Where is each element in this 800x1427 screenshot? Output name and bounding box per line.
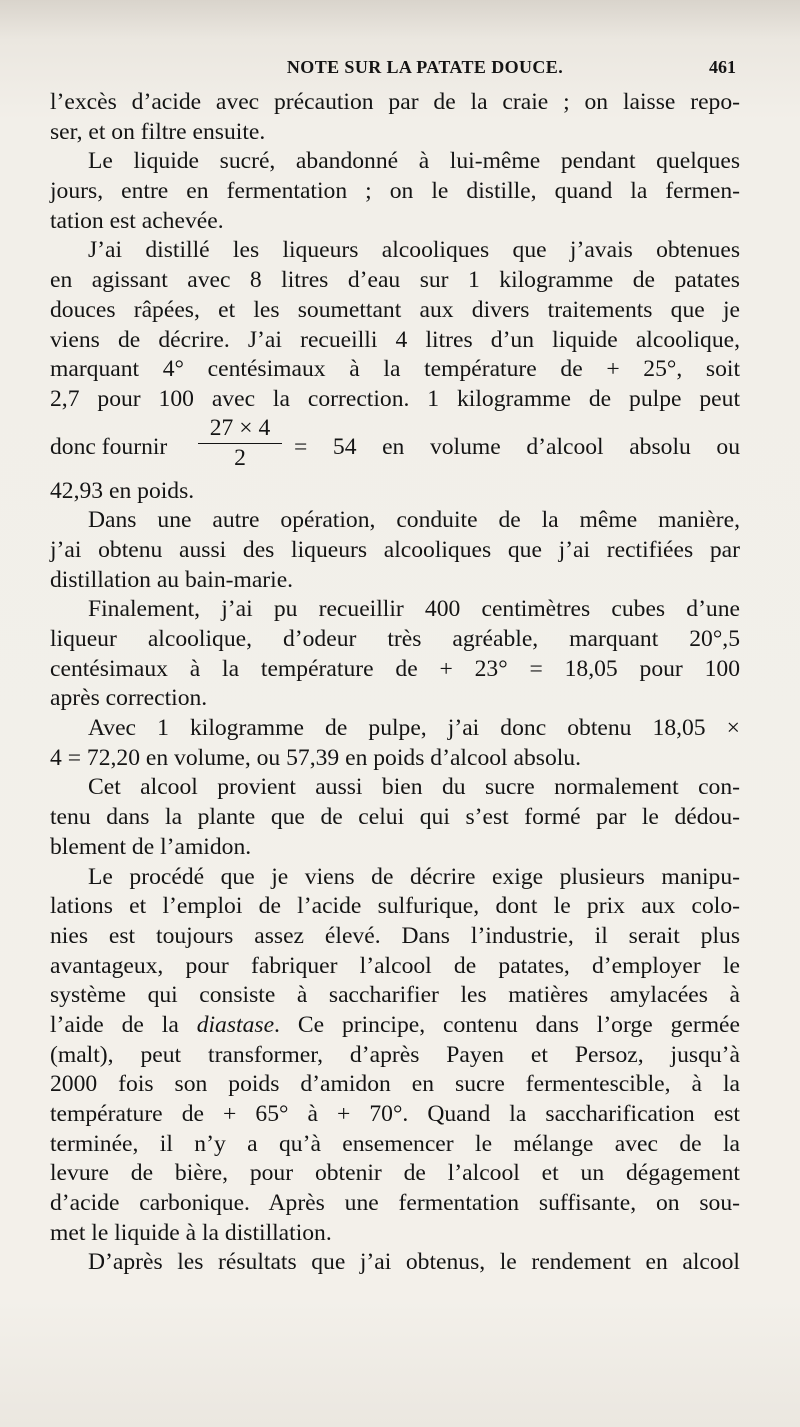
text-line: nies est toujours assez élevé. Dans l’industrie, il serait plus: [50, 922, 740, 949]
text-line: viens de décrire. J’ai recueilli 4 litres d’un liquide alcoolique,: [50, 326, 740, 353]
text-line: ser, et on filtre ensuite.: [50, 118, 266, 145]
text-line: d’acide carbonique. Après une fermentation suffisante, on sou-: [50, 1190, 740, 1217]
text-line: liqueur alcoolique, d’odeur très agréable, marquant 20°,5: [50, 626, 740, 652]
text-line: en agissant avec 8 litres d’eau sur 1 kilogramme de patates: [50, 267, 740, 294]
text-line: Le liquide sucré, abandonné à lui-même pendant quelques: [88, 148, 740, 175]
text-line: température de + 65° à + 70°. Quand la saccharification est: [50, 1101, 740, 1127]
text-fragment: . Ce principe, contenu dans l’orge germée: [274, 1011, 740, 1038]
text-line: blement de l’amidon.: [50, 833, 252, 860]
text-line: distillation au bain-marie.: [50, 566, 294, 593]
text-line: j’ai obtenu aussi des liqueurs alcooliques que j’ai rectifiées par: [50, 536, 740, 563]
text-line: Finalement, j’ai pu recueillir 400 centimètres cubes d’une: [88, 596, 740, 623]
fraction-bar: [198, 443, 282, 445]
formula-line: [50, 415, 740, 477]
text-line: D’après les résultats que j’ai obtenus, le rendement en alcool: [88, 1249, 740, 1276]
fraction-denominator: 2: [234, 445, 246, 472]
fraction-numerator: 27 × 4: [209, 414, 271, 441]
text-line: 2000 fois son poids d’amidon en sucre fermentescible, à la: [50, 1071, 740, 1098]
text-line: tenu dans la plante que de celui qui s’est formé par le dédou-: [50, 804, 740, 831]
text-line: douces râpées, et les soumettant aux divers traitements que je: [50, 296, 740, 323]
text-line: 2,7 pour 100 avec la correction. 1 kilogramme de pulpe peut: [50, 385, 740, 412]
text-line: centésimaux à la température de + 23° = 18,05 pour 100: [50, 655, 740, 682]
formula-suffix: = 54 en volume d’alcool absolu ou: [294, 433, 740, 460]
text-line: 42,93 en poids.: [50, 477, 195, 504]
text-line: levure de bière, pour obtenir de l’alcool et un dégagement: [50, 1160, 740, 1187]
fraction: [198, 415, 282, 472]
text-line: tation est achevée.: [50, 207, 224, 234]
text-line-with-italic: [50, 1011, 740, 1041]
text-line: Cet alcool provient aussi bien du sucre normalement con-: [88, 774, 740, 801]
text-line: marquant 4° centésimaux à la température de + 25°, soit: [50, 356, 740, 383]
page-header: [50, 57, 740, 83]
text-line: Dans une autre opération, conduite de la même manière,: [88, 507, 740, 534]
text-line: (malt), peut transformer, d’après Payen et Persoz, jusqu’à: [50, 1041, 740, 1068]
italic-term: diastase: [196, 1011, 275, 1038]
text-line: met le liquide à la distillation.: [50, 1219, 332, 1246]
text-line: après correction.: [50, 685, 208, 712]
text-line: l’excès d’acide avec précaution par de la craie ; on laisse repo-: [50, 89, 740, 115]
text-fragment: l’aide de la: [50, 1011, 197, 1038]
body-text: [50, 88, 740, 1278]
text-line: Avec 1 kilogramme de pulpe, j’ai donc obtenu 18,05 ×: [88, 715, 740, 742]
page-number: 461: [709, 57, 736, 77]
text-line: avantageux, pour fabriquer l’alcool de patates, d’employer le: [50, 952, 740, 979]
text-line: terminée, il n’y a qu’à ensemencer le mélange avec de la: [50, 1130, 740, 1157]
running-title: NOTE SUR LA PATATE DOUCE.: [286, 57, 564, 77]
text-line: 4 = 72,20 en volume, ou 57,39 en poids d’alcool absolu.: [50, 744, 581, 771]
text-line: jours, entre en fermentation ; on le distille, quand la fermen-: [50, 178, 740, 205]
formula-prefix: donc fournir: [50, 433, 168, 460]
text-line: Le procédé que je viens de décrire exige plusieurs manipu-: [88, 863, 740, 890]
text-line: système qui consiste à saccharifier les matières amylacées à: [50, 982, 740, 1009]
text-line: J’ai distillé les liqueurs alcooliques que j’avais obtenues: [88, 237, 740, 264]
text-line: lations et l’emploi de l’acide sulfurique, dont le prix aux colo-: [50, 893, 740, 920]
